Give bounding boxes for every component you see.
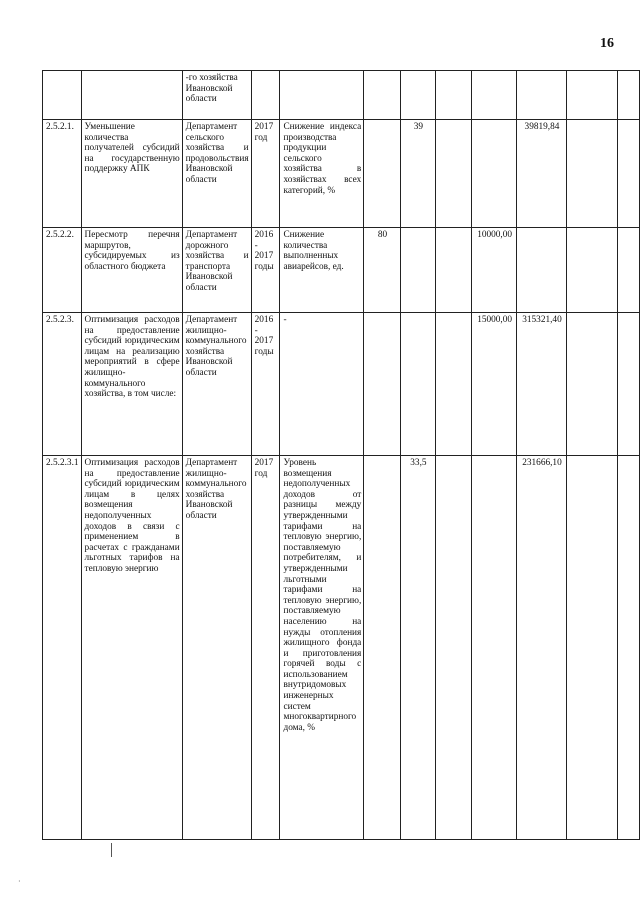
table-row bbox=[43, 228, 640, 313]
row-measure: Оптимизация расходов на предоставление субсидий юридическим лицам в целях возмещения недополученных доходов в связи с применением в расчетах с гражданами льготных тарифов на тепловую энергию bbox=[81, 456, 182, 840]
table-row bbox=[43, 456, 640, 840]
row-indicator: Уровень возмещения недополученных доходов от разницы между утвержденными тарифами на тепловую энергию, поставляемую потребителям, и утвержденными льготными тарифами на тепловую энергию, поставляемую населению на нужды отопления жилищного фонда и приготовления горячей воды с использованием внутридомовых инженерных систем многоквартирного дома, % bbox=[280, 456, 364, 840]
row-value-6 bbox=[566, 313, 618, 456]
budget-measures-table bbox=[42, 70, 640, 840]
row-measure: Пересмотр перечня маршрутов, субсидируемых из областного бюджета bbox=[81, 228, 182, 313]
table-row bbox=[43, 71, 640, 120]
row-value-4 bbox=[472, 456, 517, 840]
scan-dot: · bbox=[18, 877, 21, 886]
row-value-1: 80 bbox=[364, 228, 400, 313]
row-executor: Департамент сельского хозяйства и продовольствия Ивановской области bbox=[182, 120, 251, 228]
row-extra bbox=[618, 228, 640, 313]
row-executor: Департамент жилищно-коммунального хозяйства Ивановской области bbox=[182, 313, 251, 456]
row-value-5 bbox=[517, 228, 567, 313]
row-value-2 bbox=[400, 228, 436, 313]
row-period: 2017 год bbox=[251, 120, 280, 228]
row-indicator: - bbox=[280, 313, 364, 456]
row-value-5: 231666,10 bbox=[517, 456, 567, 840]
row-value-5: 315321,40 bbox=[517, 313, 567, 456]
row-executor: Департамент дорожного хозяйства и транспорта Ивановской области bbox=[182, 228, 251, 313]
row-extra bbox=[618, 71, 640, 120]
row-value-3 bbox=[436, 456, 472, 840]
row-value-5 bbox=[517, 71, 567, 120]
row-value-4 bbox=[472, 71, 517, 120]
row-value-1 bbox=[364, 71, 400, 120]
row-value-3 bbox=[436, 120, 472, 228]
table-row bbox=[43, 120, 640, 228]
row-extra bbox=[618, 313, 640, 456]
row-value-1 bbox=[364, 456, 400, 840]
row-value-6 bbox=[566, 120, 618, 228]
row-value-1 bbox=[364, 313, 400, 456]
row-code: 2.5.2.1. bbox=[43, 120, 82, 228]
row-value-2 bbox=[400, 313, 436, 456]
row-indicator: Снижение количества выполненных авиарейсов, ед. bbox=[280, 228, 364, 313]
row-measure: Оптимизация расходов на предоставление субсидий юридическим лицам на реализацию мероприятий в сфере жилищно-коммунального хозяйства, в том числе: bbox=[81, 313, 182, 456]
scan-mark bbox=[111, 843, 113, 857]
row-value-3 bbox=[436, 228, 472, 313]
row-indicator bbox=[280, 71, 364, 120]
row-value-2: 39 bbox=[400, 120, 436, 228]
row-period bbox=[251, 71, 280, 120]
row-period: 2016 - 2017 годы bbox=[251, 313, 280, 456]
row-measure: Уменьшение количества получателей субсидий на государственную поддержку АПК bbox=[81, 120, 182, 228]
row-period: 2017 год bbox=[251, 456, 280, 840]
row-measure bbox=[81, 71, 182, 120]
row-code: 2.5.2.3.1 bbox=[43, 456, 82, 840]
row-value-6 bbox=[566, 71, 618, 120]
row-value-6 bbox=[566, 456, 618, 840]
row-code: 2.5.2.3. bbox=[43, 313, 82, 456]
row-value-3 bbox=[436, 313, 472, 456]
row-code bbox=[43, 71, 82, 120]
row-executor: Департамент жилищно-коммунального хозяйства Ивановской области bbox=[182, 456, 251, 840]
row-extra bbox=[618, 456, 640, 840]
row-value-3 bbox=[436, 71, 472, 120]
row-value-4: 15000,00 bbox=[472, 313, 517, 456]
row-value-4 bbox=[472, 120, 517, 228]
row-indicator: Снижение индекса производства продукции сельского хозяйства в хозяйствах всех категорий, % bbox=[280, 120, 364, 228]
row-value-6 bbox=[566, 228, 618, 313]
row-executor: -го хозяйства Ивановской области bbox=[182, 71, 251, 120]
row-value-5: 39819,84 bbox=[517, 120, 567, 228]
row-value-4: 10000,00 bbox=[472, 228, 517, 313]
page-number: 16 bbox=[600, 36, 614, 51]
row-value-1 bbox=[364, 120, 400, 228]
row-period: 2016 - 2017 годы bbox=[251, 228, 280, 313]
row-code: 2.5.2.2. bbox=[43, 228, 82, 313]
row-value-2: 33,5 bbox=[400, 456, 436, 840]
row-value-2 bbox=[400, 71, 436, 120]
table-row bbox=[43, 313, 640, 456]
row-extra bbox=[618, 120, 640, 228]
